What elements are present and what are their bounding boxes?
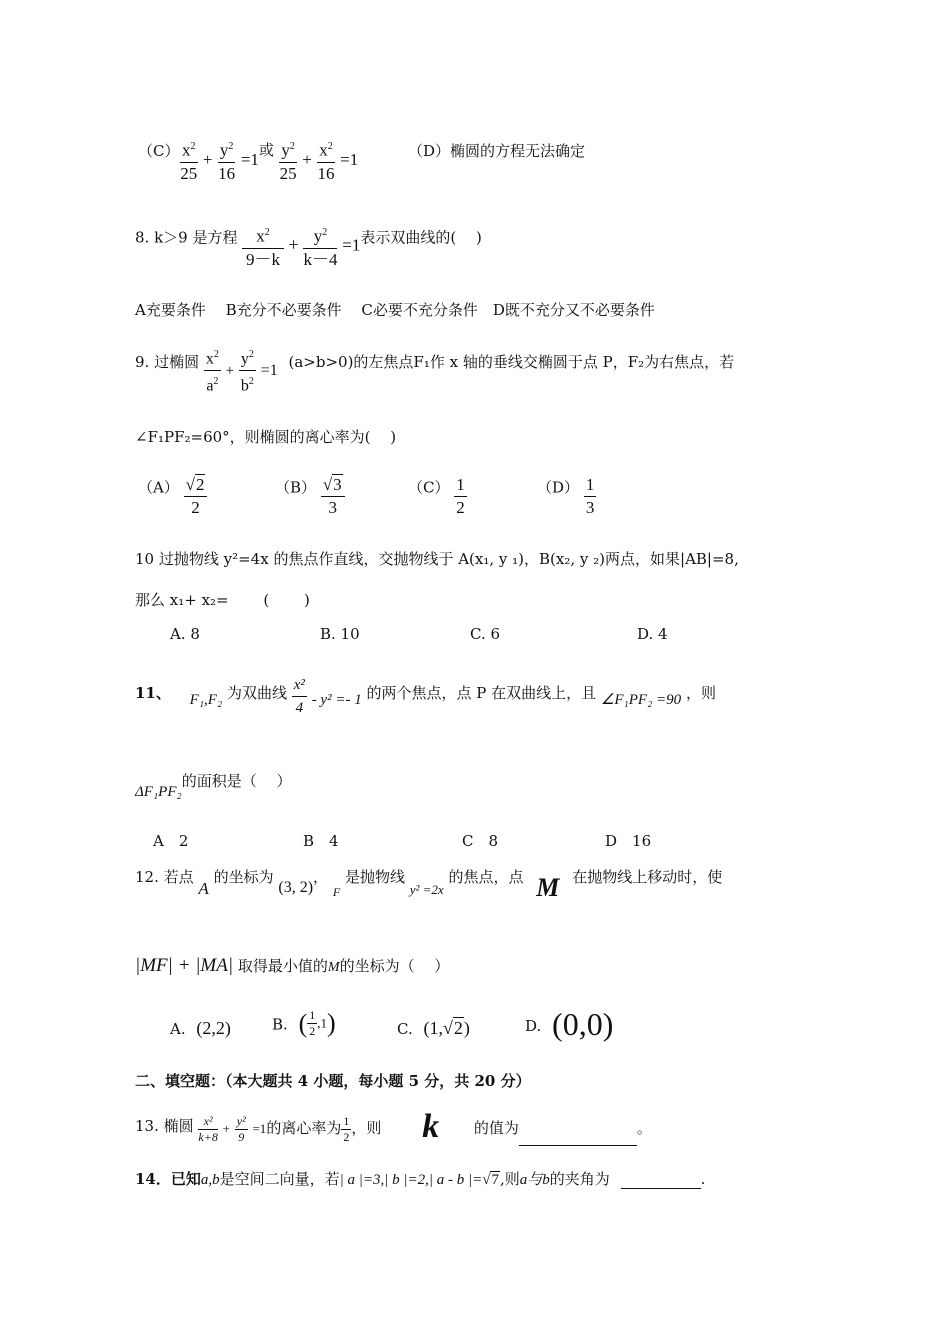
q9-option-c: （C） $\frac{1}{2}$ xyxy=(408,475,465,517)
q11-line2: ΔF₁PF₂的面积是（ ） xyxy=(135,772,292,800)
q12-line2: |MF| + |MA| 取得最小值的M的坐标为（ ） xyxy=(135,955,450,976)
q10-option-a: A. 8 xyxy=(170,625,200,643)
q14-stem: 14．已知a,b是空间二向量，若| a |=3,| b |=2,| a - b |=√7,则a与b的夹角为 . xyxy=(135,1170,706,1188)
q10-option-d: D. 4 xyxy=(637,625,668,643)
q8-options: A充要条件 B充分不必要条件 C必要不充分条件 D既不充分又不必要条件 xyxy=(135,301,655,319)
q12-option-a: A. (2,2) xyxy=(170,1018,231,1038)
q12-option-d: D. (0,0) xyxy=(525,1006,614,1042)
q11-stem: 11、 F₁,F₂ 为双曲线 $\frac{\text{x²}}{4}$ - y² =- 1 的两个焦点，点 P 在双曲线上，且 ∠F₁PF₂ =90 ，则 xyxy=(135,674,716,719)
q7-option-c xyxy=(138,140,179,161)
q11-option-a: A 2 xyxy=(153,832,189,850)
q10-line1: 10 过抛物线 y²=4x 的焦点作直线，交抛物线于 A(x₁, y ₁)，B(x₂, y ₂)两点，如果|AB|=8, xyxy=(135,550,739,568)
q7-c-label: （C） xyxy=(138,142,180,160)
q9-line2: ∠F₁PF₂=60°，则椭圆的离心率为( ) xyxy=(135,428,397,446)
q10-option-b: B. 10 xyxy=(320,625,360,643)
section-2-title: 二、填空题：（本大题共 4 小题，每小题 5 分，共 20 分） xyxy=(135,1072,531,1090)
q11-option-c: C 8 xyxy=(462,832,499,850)
q9-stem: 9. 过椭圆 $\frac{x^2}{a^2}$ + $\frac{y^2}{b^2}$ =1 (a>b>0)的左焦点F₁作 x 轴的垂线交椭圆于点 P，F₂为右焦点，若 xyxy=(135,344,734,398)
q9-option-a: （A） $\frac{√2}{2}$ xyxy=(138,474,207,519)
q10-line2: 那么 x₁+ x₂= ( ) xyxy=(135,591,310,609)
q9-option-d: （D） $\frac{1}{3}$ xyxy=(537,475,595,517)
q9-option-b: （B） $\frac{√3}{3}$ xyxy=(275,474,345,519)
q7-c-equation: $\frac{x^2}{25}$ + $\frac{y^2}{16}$ =1或 $\frac{y^2}{25}$ + $\frac{x^2}{16}$ =1 xyxy=(180,136,358,185)
q10-option-c: C. 6 xyxy=(470,625,501,643)
q13-answer-blank[interactable] xyxy=(519,1131,637,1146)
q12-option-c: C. (1,√2) xyxy=(397,1018,470,1038)
q12-stem: 12. 若点 A 的坐标为 (3, 2)， $_F$ 是抛物线 y² =2x 的焦点，点 M 在抛物线上移动时，使 xyxy=(135,868,723,902)
q13-stem: 13. 椭圆 $\frac{\text{x²}}{k+8}$ + $\frac{\text{y²}}{9}$ =1的离心率为 $\frac{1}{2}$ ，则 k 的值为 。 xyxy=(135,1108,652,1145)
q12-option-b: B. ( $\frac{1}{2}$ ,1) xyxy=(272,1008,336,1038)
q14-answer-blank[interactable] xyxy=(621,1174,701,1189)
q7-option-d: （D）椭圆的方程无法确定 xyxy=(408,142,586,160)
q11-option-d: D 16 xyxy=(605,832,652,850)
q8-stem: 8. k＞9 是方程 $\frac{x^2}{9-k}$ + $\frac{y^2}{k-4}$ =1表示双曲线的( ) xyxy=(135,222,482,271)
q11-option-b: B 4 xyxy=(303,832,339,850)
